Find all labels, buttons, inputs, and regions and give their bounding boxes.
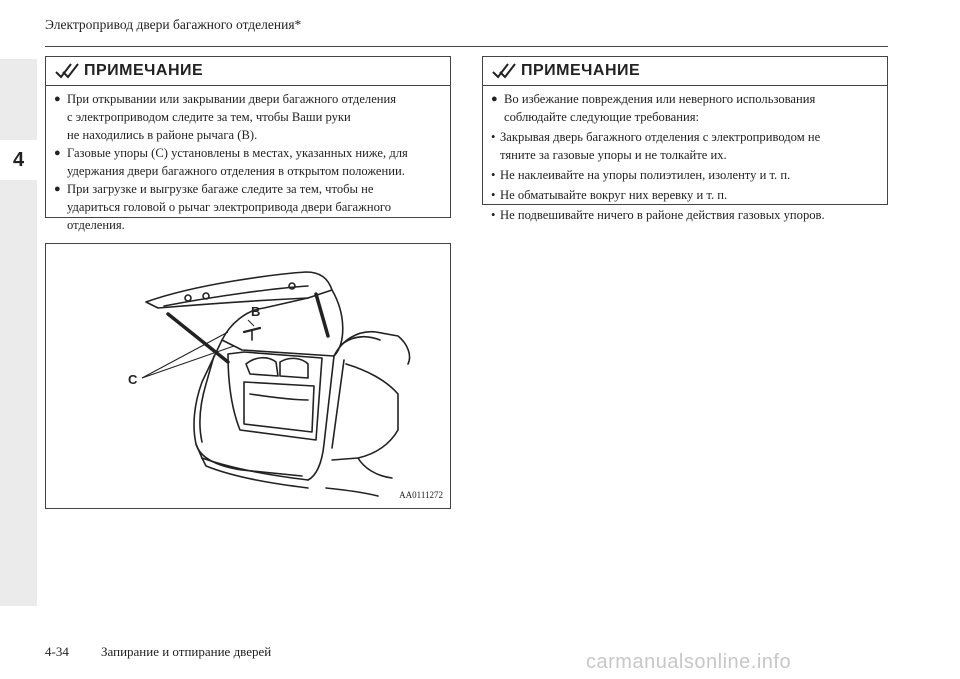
item-line: тяните за газовые упоры и не толкайте их. <box>500 148 727 162</box>
note-body-right <box>483 86 887 230</box>
note-heading-left <box>46 57 450 86</box>
note-heading-right <box>483 57 887 86</box>
note-bullet <box>54 144 442 180</box>
bullet-dot-icon: ● <box>54 183 61 195</box>
item-marker: • <box>491 168 496 182</box>
note-bullet <box>54 90 442 144</box>
car-rear-drawing <box>46 244 450 508</box>
bullet-line: не находились в районе рычага (B). <box>67 128 258 142</box>
note-box-right <box>482 56 888 222</box>
item-marker: • <box>491 130 496 144</box>
bullet-line: При открывании или закрывании двери багажного отделения <box>67 92 397 106</box>
note-box-left <box>45 56 451 232</box>
item-line: Не наклеивайте на упоры полиэтилен, изоленту и т. п. <box>500 168 791 182</box>
chapter-number: 4 <box>12 148 25 171</box>
bullet-line: При загрузке и выгрузке багаже следите за тем, чтобы не <box>67 182 374 196</box>
figure-label-b: B <box>251 304 261 319</box>
bullet-line: с электроприводом следите за тем, чтобы Ваши руки <box>67 110 351 124</box>
note-item <box>491 206 879 224</box>
tailgate-illustration <box>45 243 451 509</box>
bullet-dot-icon: ● <box>54 93 61 105</box>
item-line: Закрывая дверь багажного отделения с электроприводом не <box>500 130 821 144</box>
page-number: 4-34 <box>45 644 69 659</box>
intro-line: Во избежание повреждения или неверного использования <box>504 92 816 106</box>
note-heading-text: ПРИМЕЧАНИЕ <box>521 62 641 79</box>
chapter-tab <box>0 140 37 180</box>
intro-line: соблюдайте следующие требования: <box>504 110 699 124</box>
note-intro <box>491 90 879 126</box>
figure-code: AA0111272 <box>399 490 443 500</box>
item-marker: • <box>491 208 496 222</box>
section-title: Запирание и отпирание дверей <box>101 644 272 659</box>
watermark-text: carmanualsonline.info <box>586 651 792 673</box>
bullet-dot-icon: ● <box>54 147 61 159</box>
note-body-left <box>46 86 450 240</box>
note-check-icon <box>491 61 517 81</box>
bullet-line: удержания двери багажного отделения в открытом положении. <box>67 164 405 178</box>
figure-label-c: C <box>128 372 138 387</box>
note-check-icon <box>54 61 80 81</box>
bullet-line: отделения. <box>67 218 125 232</box>
note-item <box>491 166 879 184</box>
bullet-line: удариться головой о рычаг электропривода двери багажного <box>67 200 392 214</box>
item-line: Не подвешивайте ничего в районе действия газовых упоров. <box>500 208 825 222</box>
note-bullet <box>54 180 442 234</box>
bullet-dot-icon: ● <box>491 93 498 105</box>
note-item <box>491 128 879 164</box>
bullet-line: Газовые упоры (C) установлены в местах, указанных ниже, для <box>67 146 408 160</box>
page-header-title: Электропривод двери багажного отделения* <box>45 17 302 32</box>
item-line: Не обматывайте вокруг них веревку и т. п. <box>500 188 728 202</box>
item-marker: • <box>491 188 496 202</box>
note-heading-text: ПРИМЕЧАНИЕ <box>84 62 204 79</box>
header-divider <box>45 46 888 47</box>
note-item <box>491 186 879 204</box>
